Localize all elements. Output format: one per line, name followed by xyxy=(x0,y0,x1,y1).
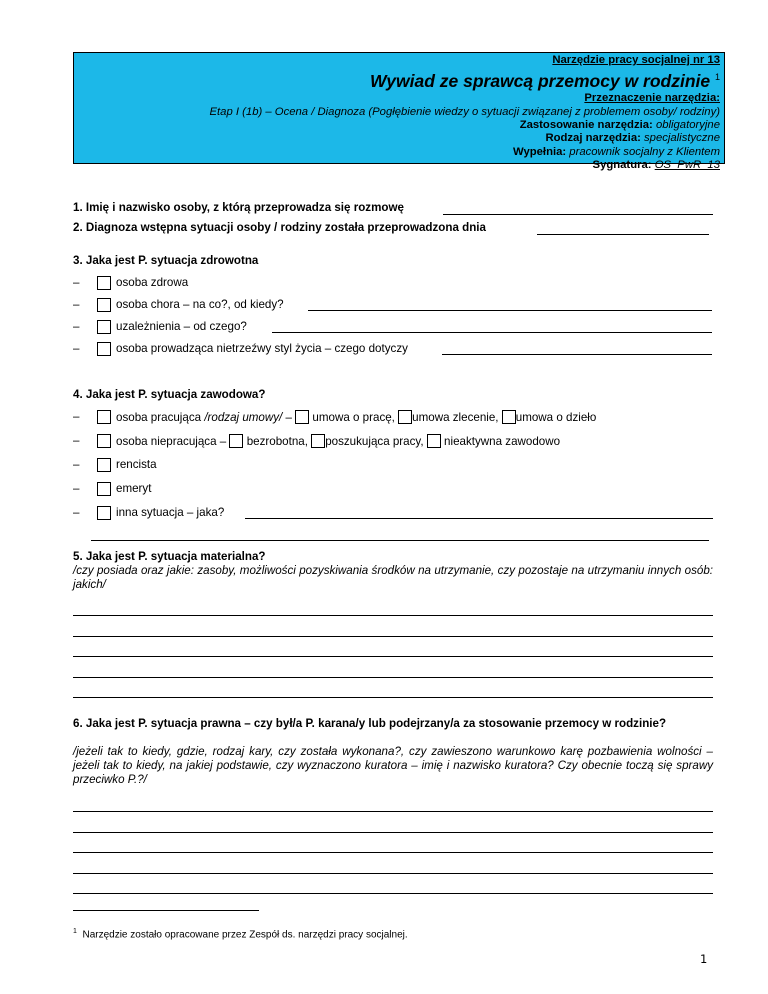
option-label: osoba chora – na co?, od kiedy? xyxy=(116,298,284,311)
q5-answer-line[interactable] xyxy=(73,697,713,698)
q4-other-answer-line-2[interactable] xyxy=(91,540,709,541)
checkbox[interactable] xyxy=(97,434,111,448)
dash: – xyxy=(73,342,80,355)
q3-nonsober-answer-line[interactable] xyxy=(442,354,712,355)
q4-option-other[interactable] xyxy=(73,506,713,522)
option-label: emeryt xyxy=(116,482,152,495)
dash: – xyxy=(73,276,80,289)
q5-answer-line[interactable] xyxy=(73,636,713,637)
q6-answer-line[interactable] xyxy=(73,811,713,812)
q2-label: 2. Diagnoza wstępna sytuacji osoby / rodziny została przeprowadzona dnia xyxy=(73,221,486,234)
option-label: rencista xyxy=(116,458,157,471)
dash: – xyxy=(73,506,80,519)
q3-option-ill[interactable] xyxy=(73,298,713,314)
checkbox[interactable] xyxy=(97,506,111,520)
checkbox[interactable] xyxy=(97,458,111,472)
page-number: 1 xyxy=(700,952,708,966)
q5-answer-line[interactable] xyxy=(73,615,713,616)
checkbox[interactable] xyxy=(97,410,111,424)
q2-answer-line[interactable] xyxy=(537,234,709,235)
dash: – xyxy=(73,410,80,423)
checkbox[interactable] xyxy=(97,276,111,290)
dash: – xyxy=(73,298,80,311)
option-label: osoba zdrowa xyxy=(116,276,189,289)
q6-answer-line[interactable] xyxy=(73,852,713,853)
filled-row: Wypełnia: pracownik socjalny z Klientem xyxy=(513,145,720,158)
checkbox[interactable] xyxy=(97,298,111,312)
use-row: Zastosowanie narzędzia: obligatoryjne xyxy=(519,119,720,132)
option-label: uzależnienia – od czego? xyxy=(116,320,247,333)
q3-label: 3. Jaka jest P. sytuacja zdrowotna xyxy=(73,254,259,267)
q3-ill-answer-line[interactable] xyxy=(308,310,712,311)
checkbox-unemployed[interactable] xyxy=(229,434,243,448)
checkbox-job-seeking[interactable] xyxy=(311,434,325,448)
option-label: osoba pracująca /rodzaj umowy/ – umowa o pracę, umowa zlecenie, umowa o dzieło xyxy=(116,411,597,424)
q4-other-answer-line[interactable] xyxy=(245,518,713,519)
q5-hint: /czy posiada oraz jakie: zasoby, możliwości pozyskiwania środków na utrzymanie, czy pozostaje na utrzymaniu innych osób: jakich/ xyxy=(73,564,713,591)
q6-hint: /jeżeli tak to kiedy, gdzie, rodzaj kary, czy została wykonana?, czy zawieszono warunkowo karę pozbawienia wolności – jeżeli tak to kiedy, na jakiej podstawie, czy wyznaczono kuratora – imię i nazwisko kuratora? Czy obecnie toczą się sprawy przeciwko P.?/ xyxy=(73,745,713,786)
q6-answer-line[interactable] xyxy=(73,893,713,894)
option-label: inna sytuacja – jaka? xyxy=(116,506,225,519)
checkbox-mandate-contract[interactable] xyxy=(398,410,412,424)
footnote-separator xyxy=(73,910,259,911)
q5-answer-line[interactable] xyxy=(73,656,713,657)
checkbox[interactable] xyxy=(97,320,111,334)
checkbox[interactable] xyxy=(97,342,111,356)
q6-label: 6. Jaka jest P. sytuacja prawna – czy był/a P. karana/y lub podejrzany/a za stosowanie przemocy w rodzinie? xyxy=(73,717,667,730)
checkbox-inactive[interactable] xyxy=(427,434,441,448)
purpose-value: Etap I (1b) – Ocena / Diagnoza (Pogłębienie wiedzy o sytuacji związanej z problemem osoby/ rodziny) xyxy=(209,105,720,118)
q3-addiction-answer-line[interactable] xyxy=(272,332,712,333)
dash: – xyxy=(73,320,80,333)
footnote: $^1$ Narzędzie zostało opracowane przez Zespół ds. narzędzi pracy socjalnej. xyxy=(73,928,408,941)
q1-label: 1. Imię i nazwisko osoby, z którą przeprowadza się rozmowę xyxy=(73,201,404,214)
q3-option-healthy[interactable] xyxy=(73,276,713,292)
q6-answer-line[interactable] xyxy=(73,873,713,874)
form-title: Wywiad ze sprawcą przemocy w rodzinie $^1$ xyxy=(370,71,720,92)
dash: – xyxy=(73,482,80,495)
q4-option-pensioner[interactable] xyxy=(73,482,713,498)
q4-option-working[interactable] xyxy=(73,410,713,426)
checkbox-work-contract[interactable] xyxy=(502,410,516,424)
signature-row: Sygnatura: OS_PwR_13 xyxy=(592,159,720,172)
q3-option-nonsober[interactable] xyxy=(73,342,713,358)
type-row: Rodzaj narzędzia: specjalistyczne xyxy=(545,132,720,145)
q3-option-addiction[interactable] xyxy=(73,320,713,336)
q5-answer-line[interactable] xyxy=(73,677,713,678)
option-label: osoba niepracująca – bezrobotna, poszukująca pracy, nieaktywna zawodowo xyxy=(116,435,561,448)
q1-answer-line[interactable] xyxy=(443,214,713,215)
purpose-label: Przeznaczenie narzędzia: xyxy=(584,92,720,105)
checkbox[interactable] xyxy=(97,482,111,496)
dash: – xyxy=(73,458,80,471)
tool-header xyxy=(73,52,725,172)
q6-answer-line[interactable] xyxy=(73,832,713,833)
tool-number: Narzędzie pracy socjalnej nr 13 xyxy=(552,54,720,66)
option-label: osoba prowadząca nietrzeźwy styl życia – czego dotyczy xyxy=(116,342,408,355)
q4-label: 4. Jaka jest P. sytuacja zawodowa? xyxy=(73,388,266,401)
checkbox-employment-contract[interactable] xyxy=(295,410,309,424)
q4-option-retired[interactable] xyxy=(73,458,713,474)
q4-option-not-working[interactable] xyxy=(73,434,713,450)
dash: – xyxy=(73,434,80,447)
q5-label: 5. Jaka jest P. sytuacja materialna? xyxy=(73,550,266,563)
